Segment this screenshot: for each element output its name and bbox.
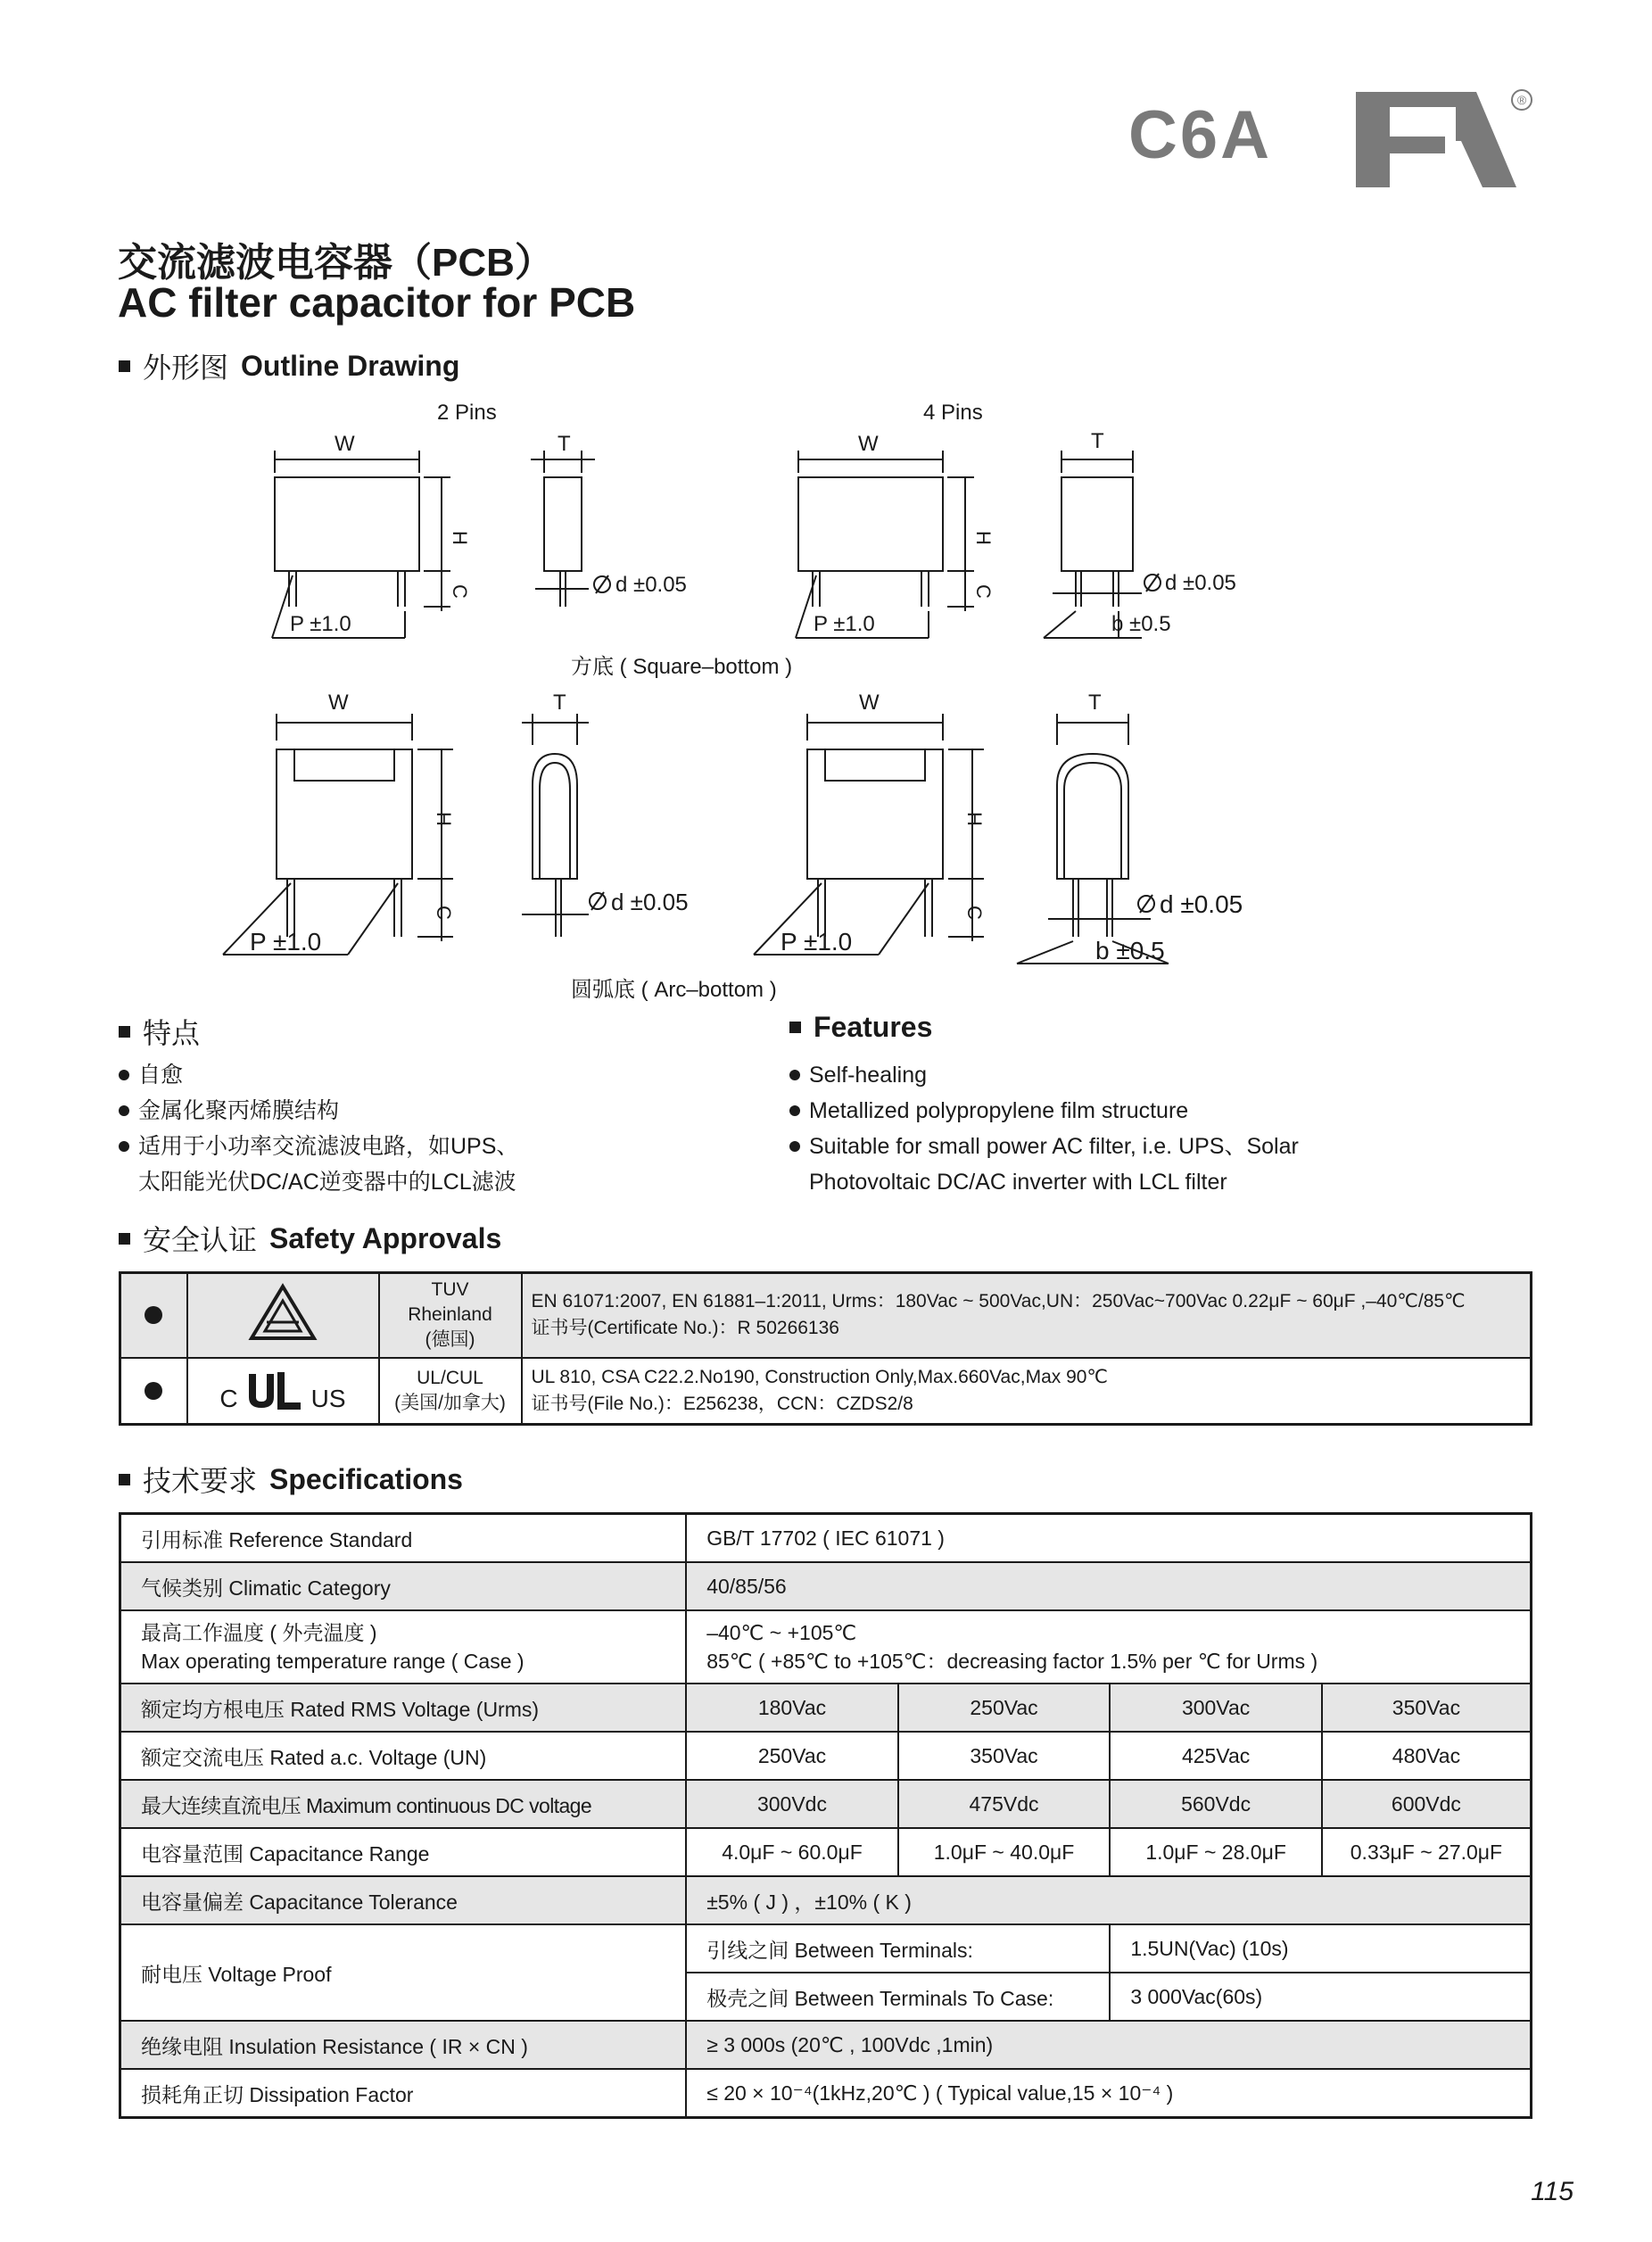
page-number: 115: [1531, 2177, 1574, 2206]
svg-text:H: H: [449, 531, 471, 545]
list-item: Metallized polypropylene film structure: [789, 1093, 1521, 1129]
list-item: Self-healing: [789, 1057, 1521, 1093]
table-row: 气候类别 Climatic Category 40/85/56: [120, 1562, 1532, 1610]
outline-heading: 外形图 Outline Drawing: [119, 345, 459, 386]
table-row: 电容量范围 Capacitance Range 4.0μF ~ 60.0μF 1.0μF ~ 40.0μF 1.0μF ~ 28.0μF 0.33μF ~ 27.0μF: [120, 1828, 1532, 1876]
table-row: 额定交流电压 Rated a.c. Voltage (UN) 250Vac 350Vac 425Vac 480Vac: [120, 1732, 1532, 1780]
svg-text:2 Pins: 2 Pins: [437, 401, 497, 425]
bullet-dot: [145, 1306, 162, 1324]
list-item: 适用于小功率交流滤波电路，如UPS、: [119, 1129, 743, 1164]
svg-text:C: C: [963, 906, 986, 920]
table-row: C US UL/CUL (美国/加拿大) UL 810, CSA C22.2.No190, Construction Only,Max.660Vac,Max 90℃ 证书号(File No.)：E256238，CCN：CZDS2/8: [120, 1358, 1532, 1425]
svg-text:C: C: [449, 584, 471, 599]
table-row: 耐电压 Voltage Proof 引线之间 Between Terminals: 1.5UN(Vac) (10s): [120, 1924, 1532, 1973]
tuv-triangle-icon: [247, 1281, 318, 1344]
svg-text:H: H: [972, 531, 995, 545]
svg-text:W: W: [859, 691, 880, 715]
svg-text:C: C: [972, 584, 995, 599]
svg-text:P ±1.0: P ±1.0: [250, 928, 322, 956]
table-row: 极壳之间 Between Terminals To Case: 3 000Vac(60s): [120, 1973, 1532, 2021]
svg-text:T: T: [558, 432, 571, 456]
specs-heading: 技术要求 Specifications: [119, 1459, 463, 1500]
svg-text:d ±0.05: d ±0.05: [611, 889, 689, 915]
svg-text:W: W: [335, 432, 355, 456]
svg-text:H: H: [963, 812, 986, 826]
features-heading-en: Features: [789, 1011, 932, 1044]
features-list-cn: [119, 1057, 743, 1200]
svg-text:C: C: [433, 906, 455, 920]
table-row: 最大连续直流电压 Maximum continuous DC voltage 300Vdc 475Vdc 560Vdc 600Vdc: [120, 1780, 1532, 1828]
model-code: C6A: [1128, 97, 1273, 173]
svg-text:H: H: [433, 812, 455, 826]
svg-text:圆弧底 ( Arc–bottom ): 圆弧底 ( Arc–bottom ): [571, 978, 777, 1002]
svg-text:方底 ( Square–bottom ): 方底 ( Square–bottom ): [571, 655, 793, 679]
table-row: 最高工作温度 ( 外壳温度 ) Max operating temperature range ( Case ) –40℃ ~ +105℃ 85℃ ( +85℃ to +105℃：decreasing factor 1.5% per ℃ for Urms ): [120, 1610, 1532, 1684]
svg-text:d ±0.05: d ±0.05: [1165, 571, 1236, 595]
table-row: 绝缘电阻 Insulation Resistance ( IR × CN ) ≥ 3 000s (20℃ , 100Vdc ,1min): [120, 2021, 1532, 2069]
table-row: TUV Rheinland (德国) EN 61071:2007, EN 61881–1:2011, Urms：180Vac ~ 500Vac,UN：250Vac~700Vac 0.22μF ~ 60μF ,–40℃/85℃ 证书号(Certificate No.)：R 50266136: [120, 1273, 1532, 1358]
approvals-table: [119, 1271, 1532, 1426]
svg-text:b ±0.5: b ±0.5: [1095, 937, 1165, 964]
list-item: 自愈: [119, 1057, 743, 1093]
brand-logo: [1356, 87, 1534, 194]
svg-text:T: T: [553, 691, 566, 715]
svg-text:d ±0.05: d ±0.05: [1160, 890, 1243, 918]
ul-mark-icon: [244, 1369, 306, 1413]
svg-text:W: W: [858, 432, 879, 456]
svg-text:T: T: [1088, 691, 1102, 715]
svg-text:P ±1.0: P ±1.0: [814, 612, 875, 636]
approvals-heading: 安全认证 Safety Approvals: [119, 1218, 501, 1259]
list-item: Suitable for small power AC filter, i.e. UPS、Solar: [789, 1129, 1521, 1164]
svg-text:®: ®: [1516, 93, 1527, 107]
title-english: AC filter capacitor for PCB: [118, 279, 636, 326]
table-row: 电容量偏差 Capacitance Tolerance ±5% ( J ) ，±10% ( K ): [120, 1876, 1532, 1924]
features-list-en: [789, 1057, 1521, 1200]
svg-text:4 Pins: 4 Pins: [923, 401, 983, 425]
ul-listed-logo: C US: [219, 1369, 345, 1413]
specs-table: [119, 1512, 1532, 2119]
features-heading-cn: 特点: [119, 1011, 200, 1052]
list-item-continuation: Photovoltaic DC/AC inverter with LCL filter: [809, 1170, 1227, 1195]
svg-text:b ±0.5: b ±0.5: [1111, 612, 1171, 636]
svg-text:W: W: [328, 691, 349, 715]
section-square-icon: [119, 360, 130, 372]
table-row: 额定均方根电压 Rated RMS Voltage (Urms) 180Vac 250Vac 300Vac 350Vac: [120, 1684, 1532, 1732]
table-row: 损耗角正切 Dissipation Factor ≤ 20 × 10⁻⁴(1kHz,20℃ ) ( Typical value,15 × 10⁻⁴ ): [120, 2069, 1532, 2118]
outline-drawing: [214, 397, 1284, 1013]
table-row: 引用标准 Reference Standard GB/T 17702 ( IEC 61071 ): [120, 1514, 1532, 1563]
svg-text:P ±1.0: P ±1.0: [781, 928, 853, 956]
bullet-dot: [145, 1382, 162, 1400]
title-chinese: 交流滤波电容器（PCB）: [118, 241, 554, 285]
list-item-continuation: 太阳能光伏DC/AC逆变器中的LCL滤波: [138, 1170, 516, 1195]
svg-text:P ±1.0: P ±1.0: [290, 612, 351, 636]
svg-text:d ±0.05: d ±0.05: [615, 573, 687, 597]
svg-text:T: T: [1091, 429, 1104, 453]
list-item: 金属化聚丙烯膜结构: [119, 1093, 743, 1129]
